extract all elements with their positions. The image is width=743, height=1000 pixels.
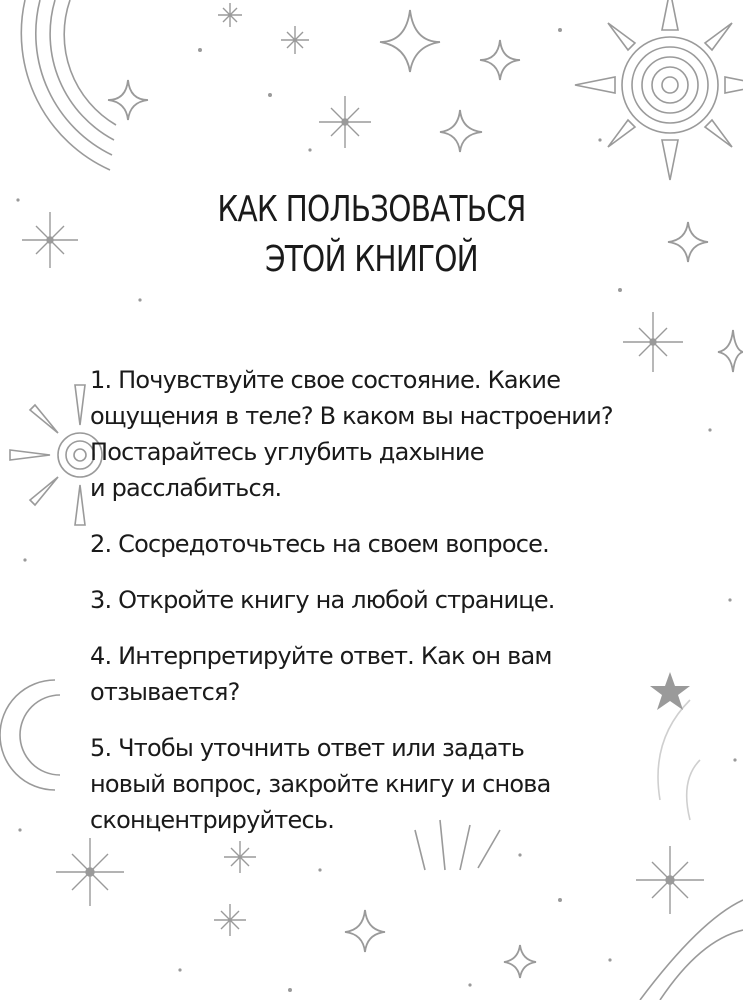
sparkle-star-icon [718,330,743,372]
instruction-step: 2. Сосредоточьтесь на своем вопросе. [90,530,549,558]
moon-arcs-icon [0,680,60,790]
sparkle-star-icon [504,945,536,978]
sun-icon [575,0,743,180]
half-sun-icon [10,385,102,525]
arc-lines-icon [21,0,116,170]
sparkle-star-icon [440,110,482,152]
starburst-icon [319,96,371,148]
page-title [67,185,676,285]
solid-star-icon [650,672,690,710]
sparkle-star-icon [480,40,520,80]
title-line-1: КАК ПОЛЬЗОВАТЬСЯ [217,189,526,230]
instruction-step: 3. Откройте книгу на любой странице. [90,586,555,614]
instruction-step: 4. Интерпретируйте ответ. Как он вам отзывается? [90,642,552,706]
crescent-moon-icon [22,700,50,756]
starburst-icon [281,26,309,54]
instruction-step: 1. Почувствуйте свое состояние. Какие ощущения в теле? В каком вы настроении? Постарайтесь углубить дахыние и расслабиться. [90,366,613,502]
sparkle-star-icon [380,10,440,72]
starburst-icon [218,3,242,27]
starburst-icon [214,904,246,936]
sparkle-star-icon [108,80,148,120]
instruction-step: 5. Чтобы уточнить ответ или задать новый вопрос, закройте книгу и снова сконцентрируйтесь. [90,734,551,834]
instruction-list [90,362,650,858]
sparkle-star-icon [345,910,385,952]
title-line-2: ЭТОЙ КНИГОЙ [265,239,478,280]
hands-icon [658,700,700,820]
